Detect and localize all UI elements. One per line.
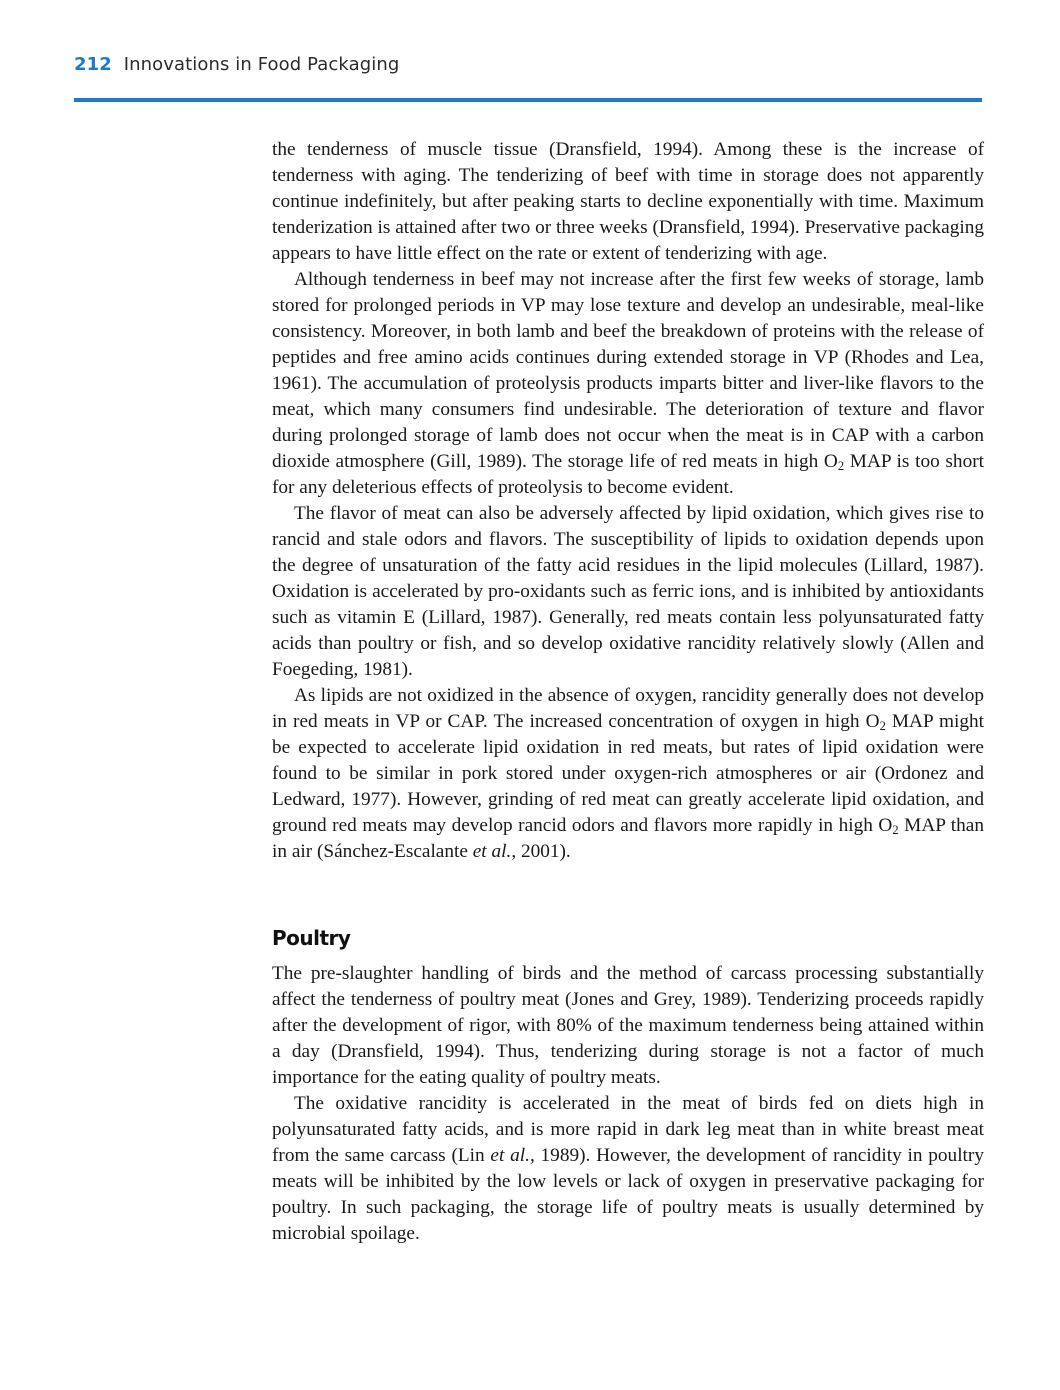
text-run: MAP might be expected to accelerate lipid oxidation in red meats, but rates of lipid oxidation were found to be similar in pork stored under oxygen-rich atmospheres or air (Ordonez and Ledward, 1977). However, grinding of red meat can greatly accelerate lipid oxidation, and ground red meats may develop rancid odors and flavors more rapidly in high O <box>272 711 985 836</box>
text-run: As lipids are not oxidized in the absence of oxygen, rancidity generally does not develop in red meats in VP or CAP. The increased concentration of oxygen in high O <box>272 685 984 732</box>
section-heading-poultry: Poultry <box>272 926 351 950</box>
text-run: the tenderness of muscle tissue (Dransfield, 1994). Among these is the increase of tenderness with aging. The tenderizing of beef with time in storage does not apparently continue indefinitely, but after peaking starts to decline exponentially with time. Maximum tenderization is attained after two or three weeks (Dransfield, 1994). Preservative packaging appears to have little effect on the rate or extent of tenderizing with age. <box>272 139 984 264</box>
text-run: , 2001). <box>511 841 571 862</box>
paragraph <box>272 501 984 683</box>
text-run: The pre-slaughter handling of birds and the method of carcass processing substantially affect the tenderness of poultry meat (Jones and Grey, 1989). Tenderizing proceeds rapidly after the development of rigor, with 80% of the maximum tenderness being attained within a day (Dransfield, 1994). Thus, tenderizing during storage is not a factor of much importance for the eating quality of poultry meats. <box>272 963 984 1088</box>
paragraph <box>272 961 984 1091</box>
subscript: 2 <box>879 719 886 734</box>
header-rule-divider <box>74 98 982 102</box>
paragraph <box>272 683 984 865</box>
paragraph <box>272 267 984 501</box>
text-run: MAP is too short for any deleterious effects of proteolysis to become evident. <box>272 451 984 498</box>
subscript: 2 <box>892 823 899 838</box>
running-head <box>74 54 399 75</box>
text-run: , 1989). However, the development of rancidity in poultry meats will be inhibited by the low levels or lack of oxygen in preservative packaging for poultry. In such packaging, the storage life of poultry meats is usually determined by microbial spoilage. <box>272 1145 984 1244</box>
paragraph <box>272 137 984 267</box>
text-run: The flavor of meat can also be adversely affected by lipid oxidation, which gives rise to rancid and stale odors and flavors. The susceptibility of lipids to oxidation depends upon the degree of unsaturation of the fatty acid residues in the lipid molecules (Lillard, 1987). Oxidation is accelerated by pro-oxidants such as ferric ions, and is inhibited by antioxidants such as vitamin E (Lillard, 1987). Generally, red meats contain less polyunsaturated fatty acids than poultry or fish, and so develop oxidative rancidity relatively slowly (Allen and Foegeding, 1981). <box>272 503 984 680</box>
paragraph <box>272 1091 984 1247</box>
page-number: 212 <box>74 54 112 75</box>
italic-text: et al. <box>472 841 512 862</box>
text-run: The oxidative rancidity is accelerated in the meat of birds fed on diets high in polyunsaturated fatty acids, and is more rapid in dark leg meat than in white breast meat from the same carcass (Lin <box>272 1093 984 1166</box>
italic-text: et al. <box>490 1145 530 1166</box>
book-title: Innovations in Food Packaging <box>123 54 400 75</box>
subscript: 2 <box>837 459 845 474</box>
text-run: Although tenderness in beef may not increase after the first few weeks of storage, lamb stored for prolonged periods in VP may lose texture and develop an undesirable, meal-like consistency. Moreover, in both lamb and beef the breakdown of proteins with the release of peptides and free amino acids continues during extended storage in VP (Rhodes and Lea, 1961). The accumulation of proteolysis products imparts bitter and liver-like flavors to the meat, which many consumers find undesirable. The deterioration of texture and flavor during prolonged storage of lamb does not occur when the meat is in CAP with a carbon dioxide atmosphere (Gill, 1989). The storage life of red meats in high O <box>272 269 984 472</box>
body-text-column <box>272 137 984 1247</box>
text-run: MAP than in air (Sánchez-Escalante <box>272 815 984 862</box>
